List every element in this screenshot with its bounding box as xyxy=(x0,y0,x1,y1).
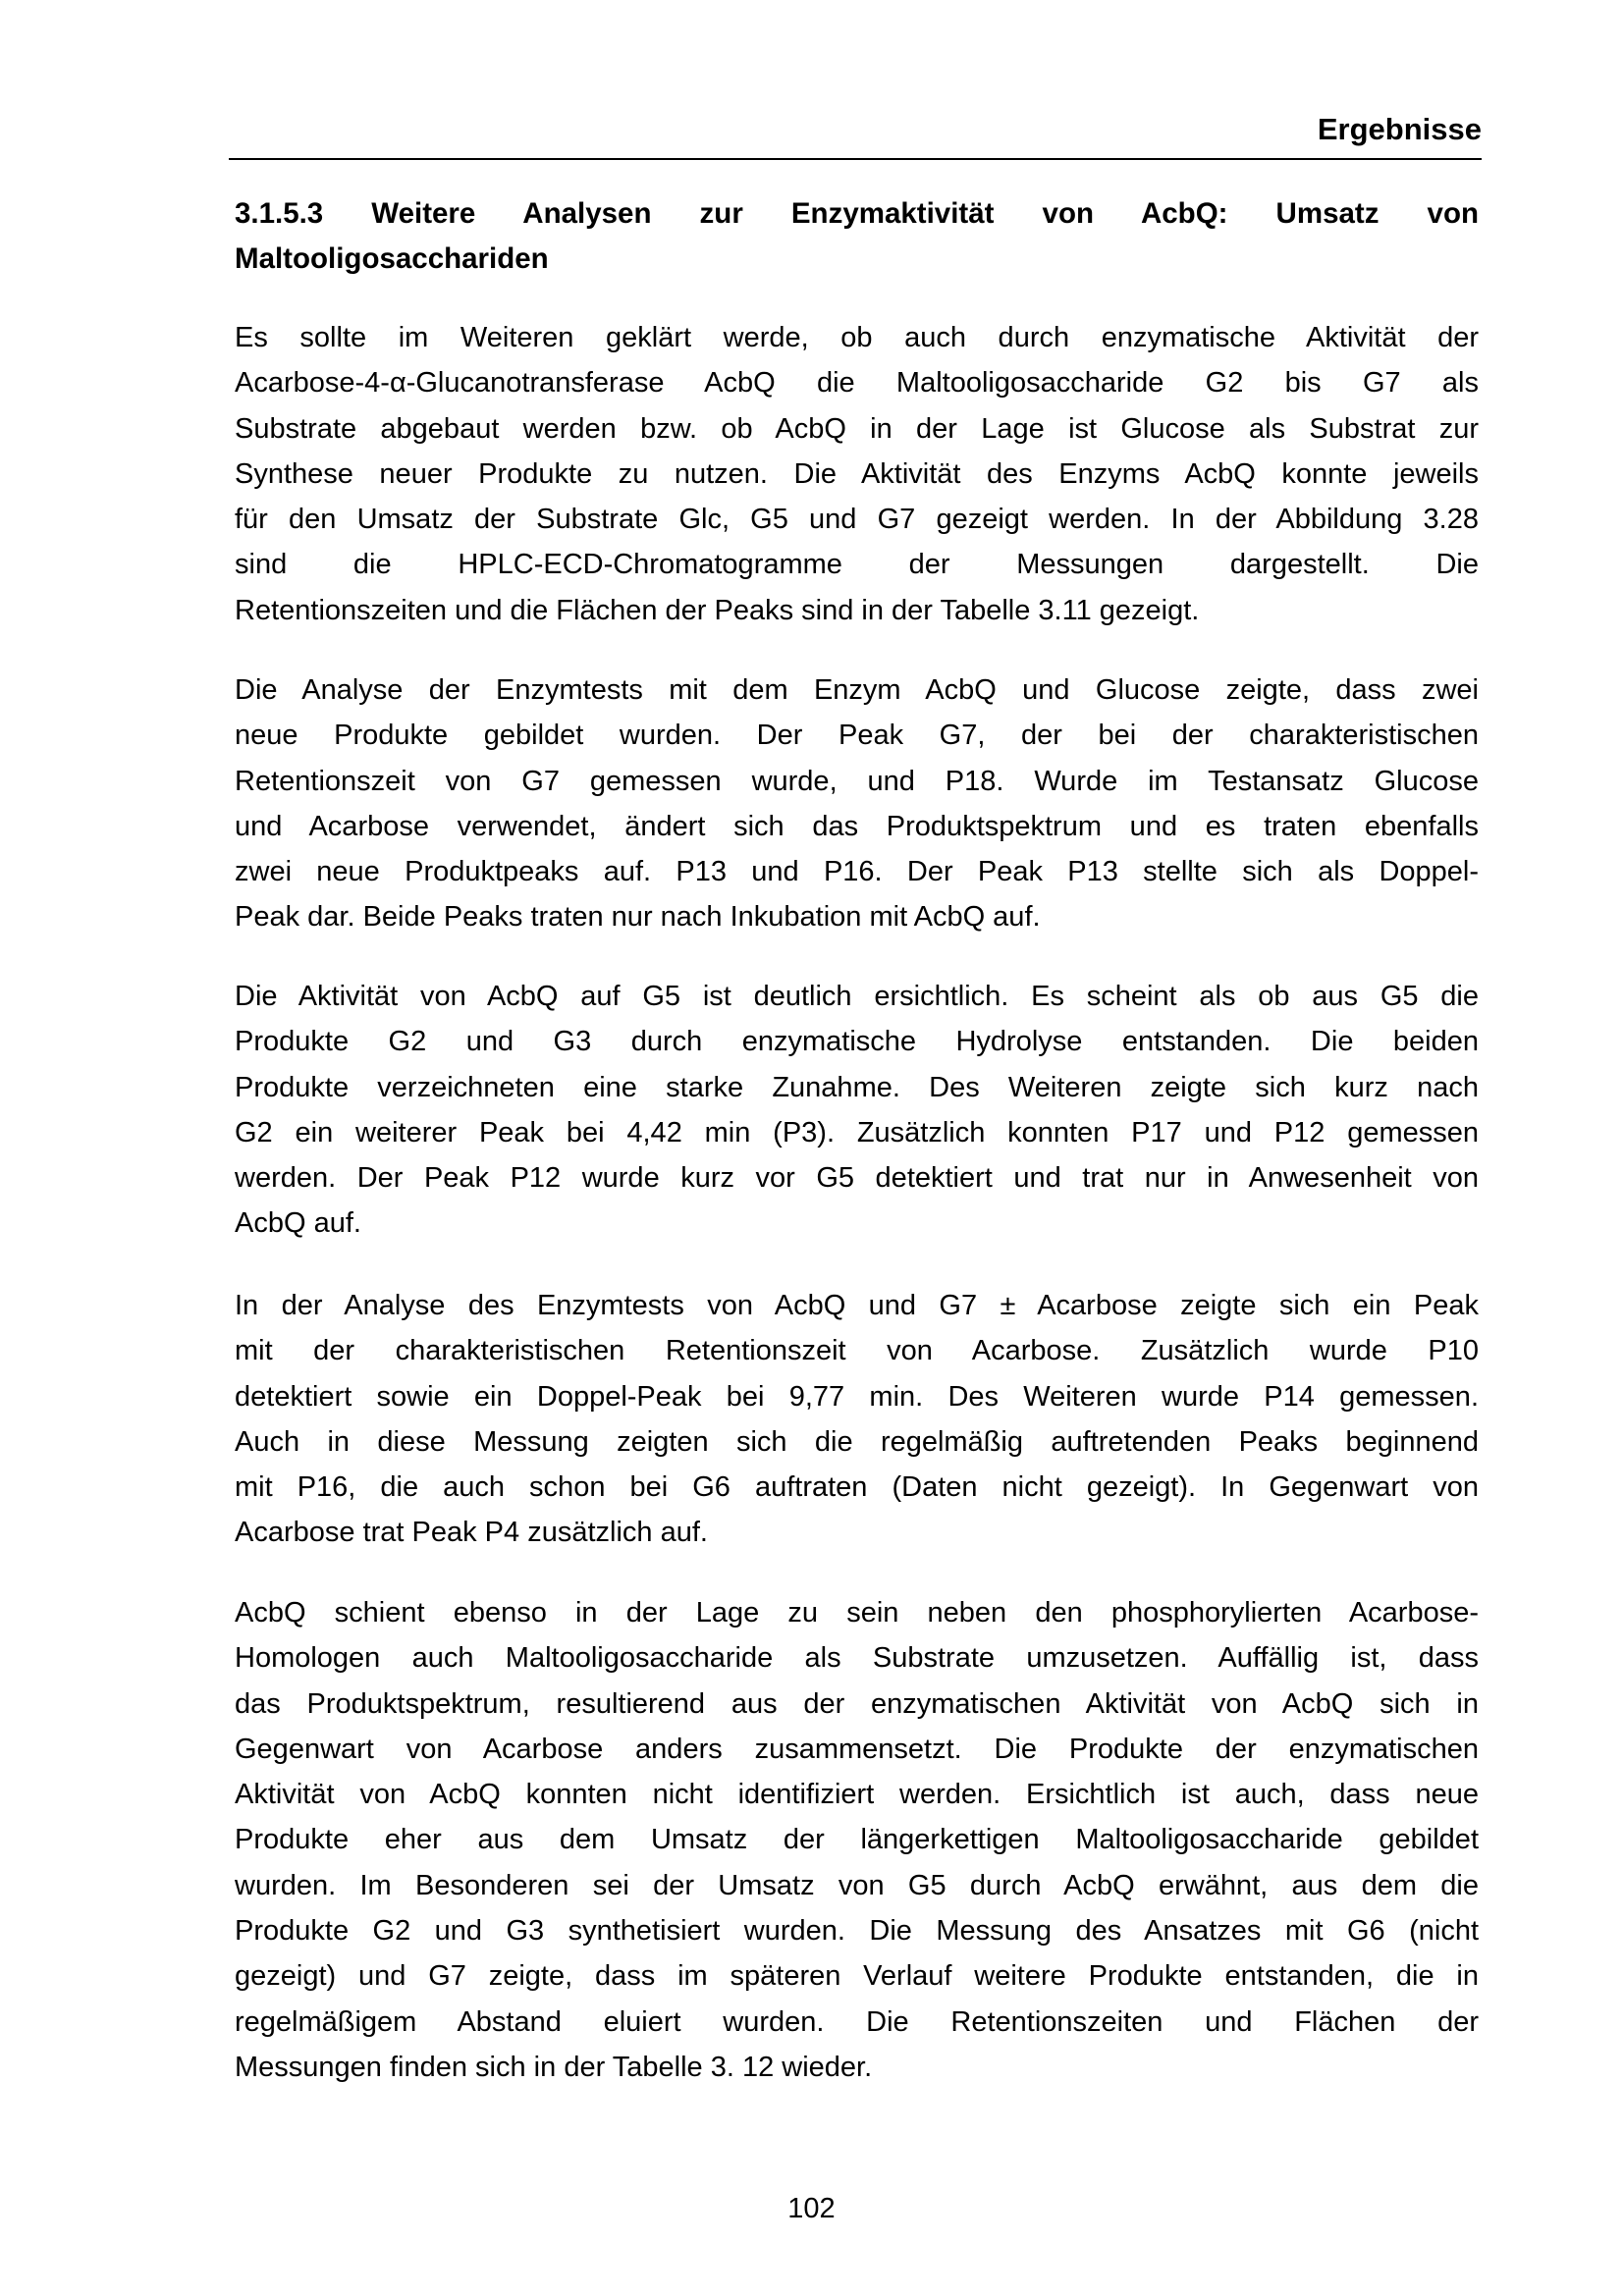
paragraph-3 xyxy=(235,974,1479,1247)
text-line: Acarbose trat Peak P4 zusätzlich auf. xyxy=(235,1517,708,1549)
text-line: regelmäßigem Abstand eluiert wurden. Die Retentionszeiten und Flächen der xyxy=(235,2005,1479,2038)
text-line: gezeigt) und G7 zeigte, dass im späteren Verlauf weitere Produkte entstanden, die in xyxy=(235,1960,1479,1993)
text-line: AcbQ schient ebenso in der Lage zu sein neben den phosphorylierten Acarbose- xyxy=(235,1597,1479,1629)
paragraph-2 xyxy=(235,667,1479,940)
text-line: Produkte G2 und G3 durch enzymatische Hydrolyse entstanden. Die beiden xyxy=(235,1026,1479,1058)
paragraph-1 xyxy=(235,315,1479,633)
text-line: Synthese neuer Produkte zu nutzen. Die Aktivität des Enzyms AcbQ konnte jeweils xyxy=(235,457,1479,490)
header-rule xyxy=(229,158,1482,160)
text-line: In der Analyse des Enzymtests von AcbQ und G7 ± Acarbose zeigte sich ein Peak xyxy=(235,1290,1479,1321)
text-line: Retentionszeit von G7 gemessen wurde, und P18. Wurde im Testansatz Glucose xyxy=(235,765,1479,797)
text-line: Acarbose-4-α-Glucanotransferase AcbQ die Maltooligosaccharide G2 bis G7 als xyxy=(235,367,1479,400)
text-line: Homologen auch Maltooligosaccharide als Substrate umzusetzen. Auffällig ist, dass xyxy=(235,1642,1479,1675)
running-header: Ergebnisse xyxy=(1317,112,1482,146)
text-line: Die Analyse der Enzymtests mit dem Enzym AcbQ und Glucose zeigte, dass zwei xyxy=(235,674,1479,706)
text-line: AcbQ auf. xyxy=(235,1207,361,1240)
text-line: Peak dar. Beide Peaks traten nur nach Inkubation mit AcbQ auf. xyxy=(235,901,1041,934)
paragraph-4 xyxy=(235,1283,1479,1556)
text-line: Produkte eher aus dem Umsatz der längerkettigen Maltooligosaccharide gebildet xyxy=(235,1824,1479,1856)
text-line: für den Umsatz der Substrate Glc, G5 und G7 gezeigt werden. In der Abbildung 3.28 xyxy=(235,504,1479,536)
text-line: wurden. Im Besonderen sei der Umsatz von G5 durch AcbQ erwähnt, aus dem die xyxy=(235,1869,1479,1901)
section-heading xyxy=(235,191,1479,283)
text-line: sind die HPLC-ECD-Chromatogramme der Messungen dargestellt. Die xyxy=(235,549,1479,581)
text-line: 3.1.5.3 Weitere Analysen zur Enzymaktivität von AcbQ: Umsatz von xyxy=(235,197,1479,230)
text-line: Gegenwart von Acarbose anders zusammensetzt. Die Produkte der enzymatischen xyxy=(235,1733,1479,1765)
text-line: Aktivität von AcbQ konnten nicht identifiziert werden. Ersichtlich ist auch, dass neue xyxy=(235,1779,1479,1811)
text-line: detektiert sowie ein Doppel-Peak bei 9,77 min. Des Weiteren wurde P14 gemessen. xyxy=(235,1380,1479,1413)
text-line: Die Aktivität von AcbQ auf G5 ist deutlich ersichtlich. Es scheint als ob aus G5 die xyxy=(235,981,1479,1012)
text-line: mit P16, die auch schon bei G6 auftraten (Daten nicht gezeigt). In Gegenwart von xyxy=(235,1471,1479,1504)
text-line: Produkte G2 und G3 synthetisiert wurden. Die Messung des Ansatzes mit G6 (nicht xyxy=(235,1915,1479,1948)
text-line: Retentionszeiten und die Flächen der Peaks sind in der Tabelle 3.11 gezeigt. xyxy=(235,594,1200,626)
text-line: werden. Der Peak P12 wurde kurz vor G5 detektiert und trat nur in Anwesenheit von xyxy=(235,1162,1479,1195)
text-line: das Produktspektrum, resultierend aus der enzymatischen Aktivität von AcbQ sich in xyxy=(235,1687,1479,1720)
text-line: Es sollte im Weiteren geklärt werde, ob auch durch enzymatische Aktivität der xyxy=(235,322,1479,353)
text-line: mit der charakteristischen Retentionszeit von Acarbose. Zusätzlich wurde P10 xyxy=(235,1335,1479,1367)
text-line: Produkte verzeichneten eine starke Zunahme. Des Weiteren zeigte sich kurz nach xyxy=(235,1071,1479,1103)
paragraph-5 xyxy=(235,1590,1479,2090)
text-line: zwei neue Produktpeaks auf. P13 und P16. Der Peak P13 stellte sich als Doppel- xyxy=(235,856,1479,888)
text-line: Auch in diese Messung zeigten sich die regelmäßig auftretenden Peaks beginnend xyxy=(235,1425,1479,1458)
text-line: G2 ein weiterer Peak bei 4,42 min (P3). Zusätzlich konnten P17 und P12 gemessen xyxy=(235,1116,1479,1148)
text-line: Maltooligosacchariden xyxy=(235,242,549,276)
text-line: Messungen finden sich in der Tabelle 3. 12 wieder. xyxy=(235,2051,873,2083)
text-line: Substrate abgebaut werden bzw. ob AcbQ in der Lage ist Glucose als Substrat zur xyxy=(235,412,1479,445)
text-line: und Acarbose verwendet, ändert sich das Produktspektrum und es traten ebenfalls xyxy=(235,810,1479,842)
page-number: 102 xyxy=(787,2193,836,2224)
text-line: neue Produkte gebildet wurden. Der Peak G7, der bei der charakteristischen xyxy=(235,720,1479,752)
